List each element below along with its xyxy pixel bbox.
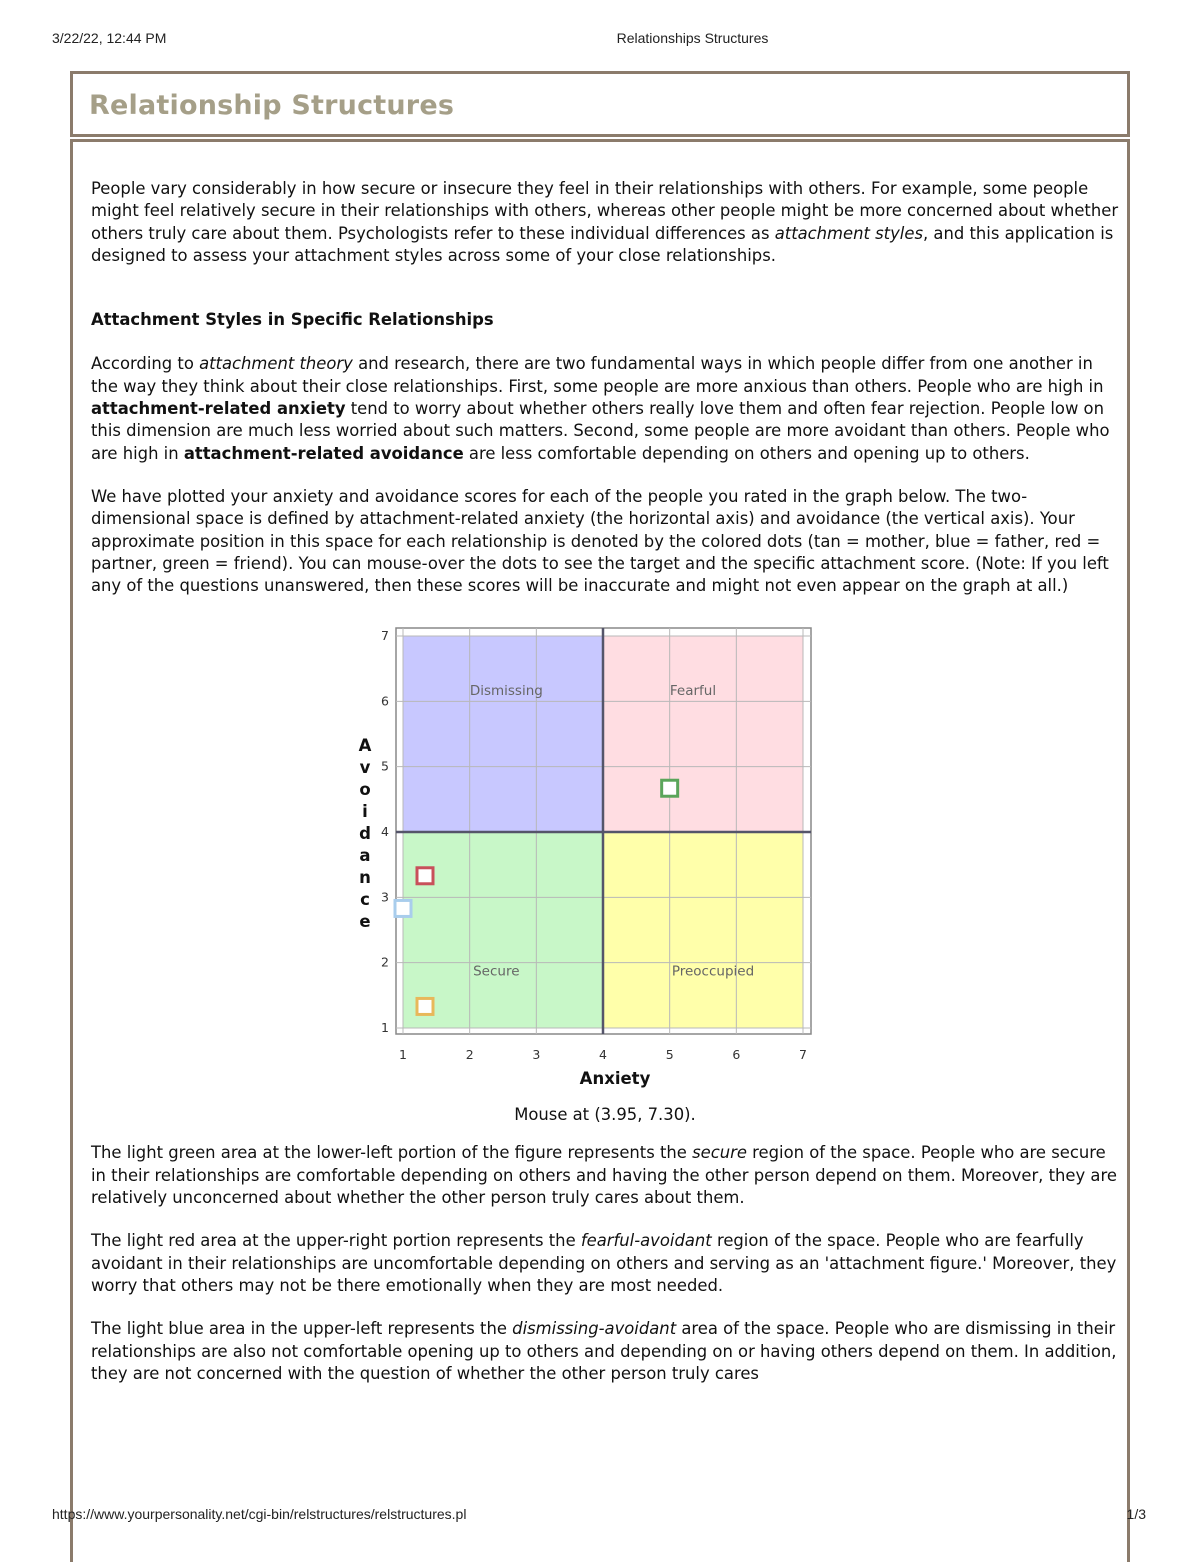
y-tick-label: 1 <box>381 1020 389 1036</box>
x-tick-label: 7 <box>799 1047 807 1063</box>
region-label: Dismissing <box>469 683 543 700</box>
dismissing-term: dismissing-avoidant <box>512 1319 677 1339</box>
region-fearful <box>603 636 803 832</box>
data-point-father <box>395 901 411 917</box>
anxiety-term: attachment-related anxiety <box>91 399 346 419</box>
region-preoccupied <box>603 832 803 1028</box>
intro-paragraph: People vary considerably in how secure or insecure they feel in their relationships with others. For example, some people might feel relatively secure in their relationships with others, whereas other people might be more concerned about whether others truly care about them. Psychologists refer to these individual differences as attachment styles, and this application is designed to assess your attachment styles across some of your close relationships. <box>91 179 1119 265</box>
y-axis-label: A v o i d a n c e <box>358 736 372 932</box>
theory-paragraph: According to attachment theory and research, there are two fundamental ways in which people differ from one another in the way they think about their close relationships. First, some people are more anxious than others. People who are high in attachment-related anxiety tend to worry about whether others really love them and often fear rejection. People low on this dimension are much less worried about such matters. Second, some people are more avoidant than others. People who are high in attachment-related avoidance are less comfortable depending on others and opening up to others. <box>91 354 1110 463</box>
x-tick-label: 4 <box>599 1047 607 1063</box>
region-label: Preoccupied <box>671 964 755 981</box>
attachment-chart-svg <box>91 618 1119 1098</box>
secure-term: secure <box>692 1143 747 1163</box>
x-axis-label: Anxiety <box>579 1069 651 1089</box>
y-tick-label: 5 <box>381 759 389 775</box>
y-tick-label: 2 <box>381 955 389 971</box>
avoidance-term: attachment-related avoidance <box>183 443 464 463</box>
region-dismissing <box>403 636 603 832</box>
x-tick-label: 2 <box>465 1047 474 1063</box>
plot-intro-paragraph: We have plotted your anxiety and avoidance scores for each of the people you rated in the graph below. The two-dimensional space is defined by attachment-related anxiety (the horizontal axis) and avoidance (the vertical axis). Your approximate position in this space for each relationship is denoted by the colored dots (tan = mother, blue = father, red = partner, green = friend). You can mouse-over the dots to see the target and the specific attachment score. (Note: If you left any of the questions unanswered, then these scores will be inaccurate and might not even appear on the graph at all.) <box>91 486 1109 596</box>
page-title: Relationship Structures <box>89 90 455 121</box>
attachment-styles-term: attachment styles <box>774 223 923 243</box>
y-tick-label: 7 <box>381 628 389 644</box>
y-tick-label: 6 <box>381 693 389 709</box>
region-label: Secure <box>473 964 520 981</box>
x-tick-label: 1 <box>399 1047 407 1063</box>
print-page-number: 1/3 <box>1126 1506 1146 1522</box>
attachment-chart <box>91 618 1119 1128</box>
y-tick-label: 4 <box>381 824 389 840</box>
x-tick-label: 3 <box>532 1047 541 1063</box>
print-url: https://www.yourpersonality.net/cgi-bin/relstructures/relstructures.pl <box>52 1506 467 1522</box>
region-label: Fearful <box>669 683 717 700</box>
print-datetime: 3/22/22, 12:44 PM <box>52 30 167 46</box>
print-page-title: Relationships Structures <box>616 30 769 46</box>
title-panel <box>70 71 1130 137</box>
section-heading: Attachment Styles in Specific Relationships <box>91 310 494 330</box>
x-tick-label: 6 <box>732 1047 741 1063</box>
article-body <box>91 178 1119 1406</box>
print-header <box>0 30 1200 50</box>
secure-paragraph: The light green area at the lower-left portion of the figure represents the secure region of the space. People who are secure in their relationships are comfortable depending on others and having the other person depend on them. Moreover, they are relatively unconcerned about whether the other person truly cares about them. <box>91 1143 1117 1208</box>
y-tick-label: 3 <box>381 889 389 905</box>
x-tick-label: 5 <box>665 1047 674 1063</box>
data-point-mother <box>417 999 433 1015</box>
fearful-term: fearful-avoidant <box>580 1231 712 1251</box>
mouse-position-readout: Mouse at (3.95, 7.30). <box>514 1105 696 1125</box>
print-footer <box>0 1506 1200 1526</box>
fearful-paragraph: The light red area at the upper-right portion represents the fearful-avoidant region of the space. People who are fearfully avoidant in their relationships are uncomfortable depending on others and serving as an 'attachment figure.' Moreover, they worry that others may not be there emotionally when they are most needed. <box>91 1231 1117 1295</box>
attachment-theory-term: attachment theory <box>199 354 353 374</box>
data-point-friend <box>662 781 678 797</box>
content-panel <box>70 139 1130 1562</box>
data-point-partner <box>417 868 433 884</box>
dismissing-paragraph: The light blue area in the upper-left represents the dismissing-avoidant area of the space. People who are dismissing in their relationships are also not comfortable opening up to others and depending on or having others depend on them. In addition, they are not concerned with the question of whether the other person truly cares <box>91 1319 1117 1383</box>
